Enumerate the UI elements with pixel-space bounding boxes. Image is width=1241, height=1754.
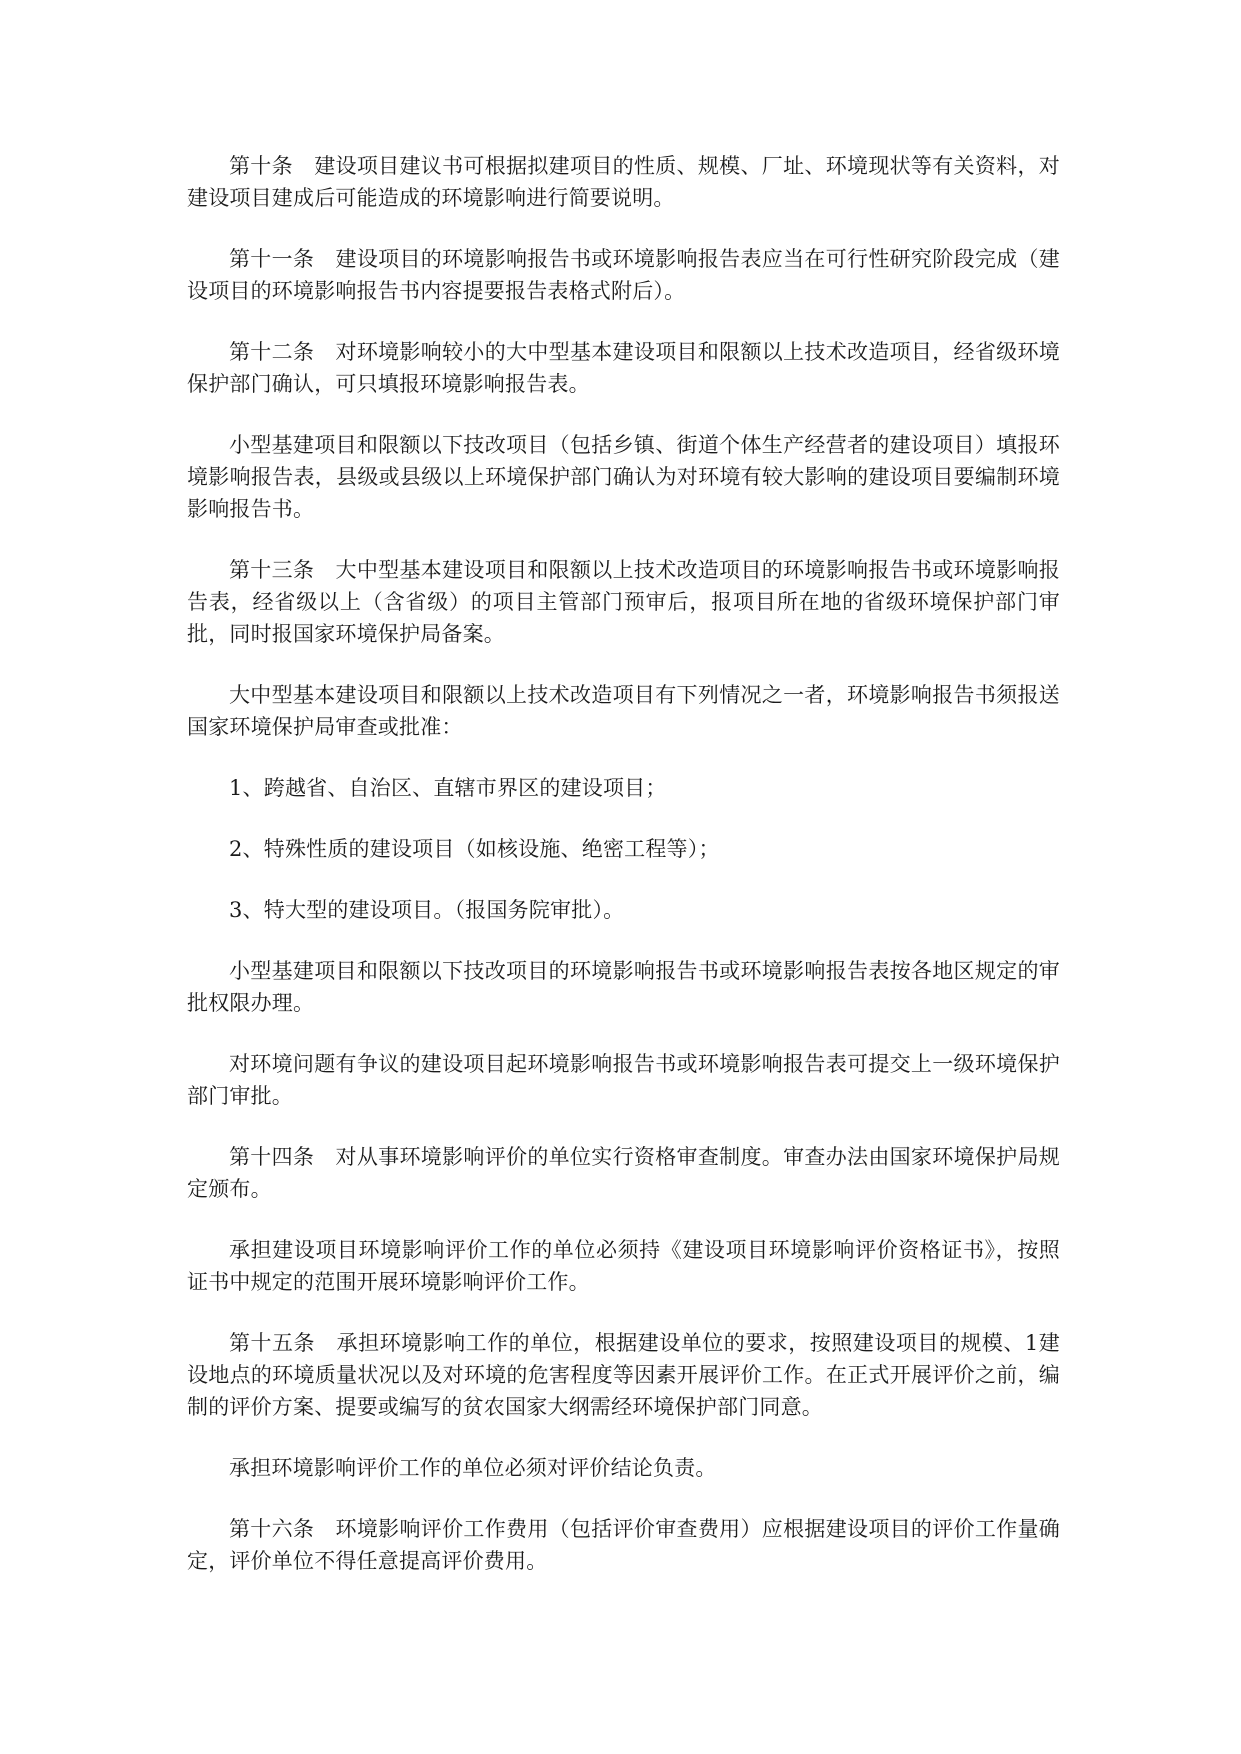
condition-item-3: 3、特大型的建设项目。（报国务院审批）。	[229, 898, 625, 922]
condition-item-1: 1、跨越省、自治区、直辖市界区的建设项目；	[229, 776, 667, 800]
article-14-certificate-paragraph: 承担建设项目环境影响评价工作的单位必须持《建设项目环境影响评价资格证书》，按照证书中规定的范围开展环境影响评价工作。	[187, 1238, 1060, 1294]
article-16-paragraph: 第十六条 环境影响评价工作费用（包括评价审查费用）应根据建设项目的评价工作量确定，评价单位不得任意提高评价费用。	[187, 1517, 1060, 1573]
article-15-paragraph: 第十五条 承担环境影响工作的单位，根据建设单位的要求，按照建设项目的规模、1建设地点的环境质量状况以及对环境的危害程度等因素开展评价工作。在正式开展评价之前，编制的评价方案、提要或编写的贫农国家大纲需经环境保护部门同意。	[187, 1331, 1060, 1419]
article-11-paragraph: 第十一条 建设项目的环境影响报告书或环境影响报告表应当在可行性研究阶段完成（建设项目的环境影响报告书内容提要报告表格式附后）。	[187, 247, 1060, 303]
article-15-responsibility-paragraph: 承担环境影响评价工作的单位必须对评价结论负责。	[229, 1456, 717, 1480]
article-13-dispute-paragraph: 对环境问题有争议的建设项目起环境影响报告书或环境影响报告表可提交上一级环境保护部门审批。	[187, 1052, 1060, 1108]
article-13-paragraph: 第十三条 大中型基本建设项目和限额以上技术改造项目的环境影响报告书或环境影响报告表，经省级以上（含省级）的项目主管部门预审后，报项目所在地的省级环境保护部门审批，同时报国家环境保护局备案。	[187, 558, 1060, 646]
article-13-small-projects-paragraph: 小型基建项目和限额以下技改项目的环境影响报告书或环境影响报告表按各地区规定的审批权限办理。	[187, 959, 1060, 1015]
article-12-paragraph: 第十二条 对环境影响较小的大中型基本建设项目和限额以上技术改造项目，经省级环境保护部门确认，可只填报环境影响报告表。	[187, 340, 1060, 396]
article-12-small-projects-paragraph: 小型基建项目和限额以下技改项目（包括乡镇、街道个体生产经营者的建设项目）填报环境影响报告表，县级或县级以上环境保护部门确认为对环境有较大影响的建设项目要编制环境影响报告书。	[187, 433, 1060, 521]
document-body	[187, 150, 1060, 1606]
article-10-paragraph: 第十条 建设项目建议书可根据拟建项目的性质、规模、厂址、环境现状等有关资料，对建设项目建成后可能造成的环境影响进行简要说明。	[187, 154, 1060, 210]
article-14-paragraph: 第十四条 对从事环境影响评价的单位实行资格审查制度。审查办法由国家环境保护局规定颁布。	[187, 1145, 1060, 1201]
condition-item-2: 2、特殊性质的建设项目（如核设施、绝密工程等）；	[229, 837, 720, 861]
article-13-conditions-paragraph: 大中型基本建设项目和限额以上技术改造项目有下列情况之一者，环境影响报告书须报送国家环境保护局审查或批准：	[187, 683, 1060, 739]
